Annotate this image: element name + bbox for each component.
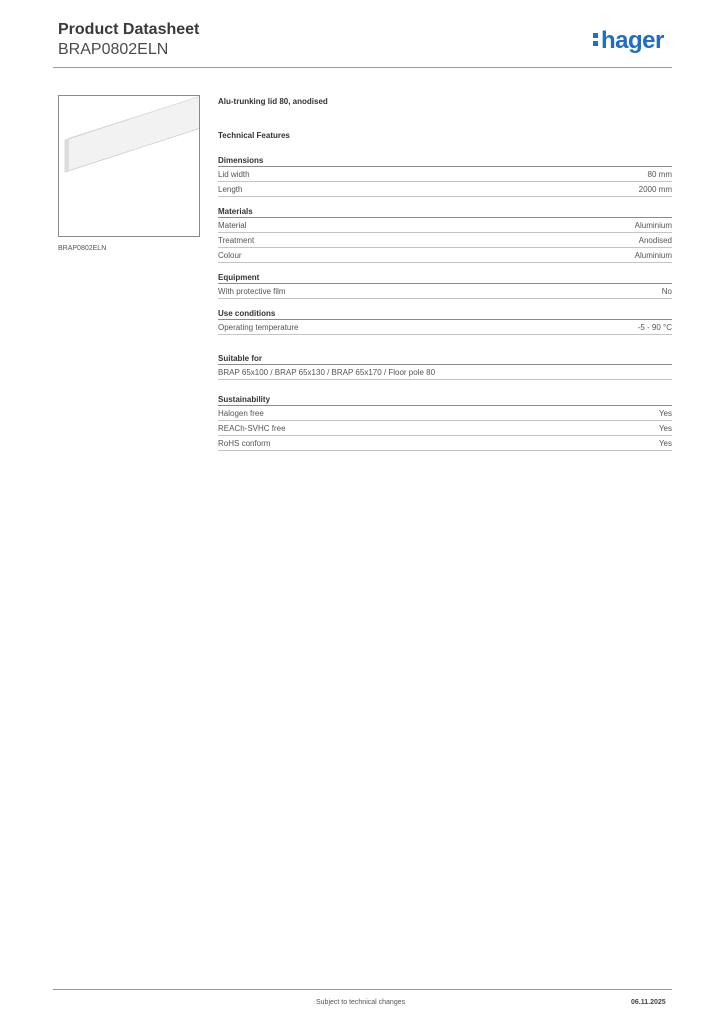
section-suitable-for bbox=[218, 353, 672, 380]
section-title: Equipment bbox=[218, 272, 672, 284]
spec-value: 2000 mm bbox=[638, 185, 672, 194]
section-title: Use conditions bbox=[218, 308, 672, 320]
spec-row bbox=[218, 322, 672, 335]
spec-row bbox=[218, 408, 672, 421]
technical-features-title: Technical Features bbox=[218, 131, 290, 140]
spec-row bbox=[218, 423, 672, 436]
section-title: Sustainability bbox=[218, 394, 672, 406]
spec-value: Yes bbox=[658, 424, 672, 433]
spec-value: Anodised bbox=[638, 236, 672, 245]
spec-row bbox=[218, 286, 672, 299]
section-equipment bbox=[218, 272, 672, 299]
page-title: Product Datasheet bbox=[58, 21, 200, 38]
spec-row bbox=[218, 184, 672, 197]
spec-row bbox=[218, 367, 672, 380]
spec-name: BRAP 65x100 / BRAP 65x130 / BRAP 65x170 / Floor pole 80 bbox=[218, 368, 436, 377]
logo-dots-icon bbox=[593, 33, 599, 47]
section-sustainability bbox=[218, 394, 672, 451]
logo-text: hager bbox=[601, 27, 664, 54]
spec-name: RoHS conform bbox=[218, 439, 271, 448]
spec-name: Lid width bbox=[218, 170, 250, 179]
spec-row bbox=[218, 220, 672, 233]
spec-name: Length bbox=[218, 185, 243, 194]
section-title: Suitable for bbox=[218, 353, 672, 365]
footer-divider bbox=[53, 989, 672, 990]
hager-logo bbox=[593, 28, 664, 54]
footer-date: 06.11.2025 bbox=[631, 999, 666, 1006]
spec-row bbox=[218, 438, 672, 451]
spec-content bbox=[218, 96, 672, 460]
spec-name: REACh-SVHC free bbox=[218, 424, 286, 433]
spec-name: Colour bbox=[218, 251, 242, 260]
spec-row bbox=[218, 235, 672, 248]
spec-value: Yes bbox=[658, 409, 672, 418]
product-image bbox=[58, 95, 200, 237]
section-dimensions bbox=[218, 155, 672, 197]
spec-name: With protective film bbox=[218, 287, 286, 296]
spec-value: Yes bbox=[658, 439, 672, 448]
page-header bbox=[58, 20, 199, 60]
spec-value: -5 - 90 °C bbox=[637, 323, 672, 332]
trunking-lid-icon bbox=[59, 96, 199, 236]
spec-name: Operating temperature bbox=[218, 323, 299, 332]
spec-value: No bbox=[661, 287, 672, 296]
header-divider bbox=[53, 67, 672, 68]
spec-name: Treatment bbox=[218, 236, 255, 245]
product-description: Alu-trunking lid 80, anodised bbox=[218, 97, 328, 106]
image-caption: BRAP0802ELN bbox=[58, 245, 107, 252]
spec-name: Material bbox=[218, 221, 247, 230]
product-code: BRAP0802ELN bbox=[58, 41, 169, 58]
spec-value: 80 mm bbox=[647, 170, 672, 179]
spec-value: Aluminium bbox=[634, 251, 672, 260]
footer-note: Subject to technical changes bbox=[316, 999, 406, 1006]
spec-value: Aluminium bbox=[634, 221, 672, 230]
spec-row bbox=[218, 250, 672, 263]
section-title: Materials bbox=[218, 206, 672, 218]
section-use-conditions bbox=[218, 308, 672, 335]
section-materials bbox=[218, 206, 672, 263]
section-title: Dimensions bbox=[218, 155, 672, 167]
spec-name: Halogen free bbox=[218, 409, 264, 418]
spec-row bbox=[218, 169, 672, 182]
